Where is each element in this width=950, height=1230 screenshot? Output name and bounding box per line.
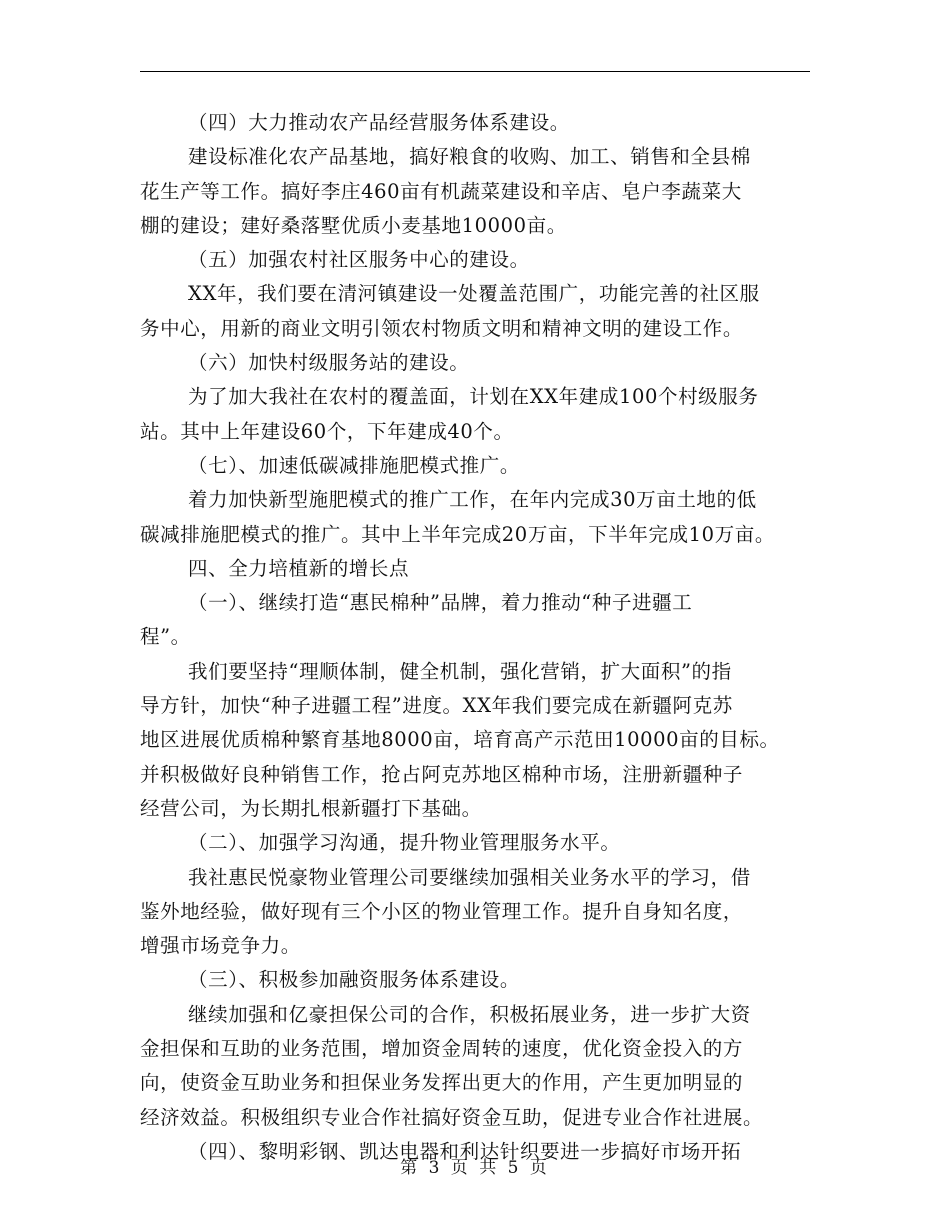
paragraph-line: 我们要坚持“理顺体制，健全机制，强化营销，扩大面积”的指: [188, 659, 732, 683]
subheading-2: （二）、加强学习沟通，提升物业管理服务水平。: [188, 831, 621, 855]
paragraph-line: 建设标准化农产品基地，搞好粮食的收购、加工、销售和全县棉: [188, 145, 751, 169]
page-footer: 第 3 页 共 5 页: [400, 1158, 550, 1178]
paragraph-line: 务中心，用新的商业文明引领农村物质文明和精神文明的建设工作。: [140, 316, 744, 340]
paragraph-line: 经营公司，为长期扎根新疆打下基础。: [140, 796, 482, 820]
paragraph-line: 我社惠民悦豪物业管理公司要继续加强相关业务水平的学习，借: [188, 865, 751, 889]
heading-5: （五）加强农村社区服务中心的建设。: [188, 248, 530, 272]
heading-6: （六）加快村级服务站的建设。: [188, 351, 470, 375]
document-body: [140, 106, 820, 1169]
paragraph-line: 导方针，加快“种子进疆工程”进度。XX年我们要完成在新疆阿克苏: [140, 694, 733, 718]
paragraph-line: 金担保和互助的业务范围，增加资金周转的速度，优化资金投入的方: [140, 1037, 744, 1061]
heading-7: （七）、加速低碳减排施肥模式推广。: [188, 453, 520, 477]
paragraph-line: 为了加大我社在农村的覆盖面，计划在XX年建成100个村级服务: [188, 385, 759, 409]
paragraph-line: 站。其中上年建设60个，下年建成40个。: [140, 419, 514, 443]
subheading-1: （一）、继续打造“惠民棉种”品牌，着力推动“种子进疆工: [188, 591, 693, 615]
paragraph-line: XX年，我们要在清河镇建设一处覆盖范围广，功能完善的社区服: [188, 282, 760, 306]
paragraph-line: 花生产等工作。搞好李庄460亩有机蔬菜建设和辛店、皂户李蔬菜大: [140, 179, 742, 203]
paragraph-line: 地区进展优质棉种繁育基地8000亩，培育高产示范田10000亩的目标。: [140, 728, 780, 752]
paragraph-line: 增强市场竞争力。: [140, 934, 301, 958]
paragraph-line: 向，使资金互助业务和担保业务发挥出更大的作用，产生更加明显的: [140, 1071, 744, 1095]
paragraph-line: 继续加强和亿豪担保公司的合作，积极拓展业务，进一步扩大资: [188, 1002, 751, 1026]
subheading-4: （四）、黎明彩钢、凯达电器和利达针织要进一步搞好市场开拓: [188, 1139, 742, 1163]
paragraph-line: 着力加快新型施肥模式的推广工作，在年内完成30万亩土地的低: [188, 488, 757, 512]
paragraph-line: 鉴外地经验，做好现有三个小区的物业管理工作。提升自身知名度，: [140, 899, 744, 923]
subheading-3: （三）、积极参加融资服务体系建设。: [188, 968, 520, 992]
paragraph-line: 棚的建设；建好桑落墅优质小麦基地10000亩。: [140, 213, 567, 237]
paragraph-line: 并积极做好良种销售工作，抢占阿克苏地区棉种市场，注册新疆种子: [140, 762, 744, 786]
header-rule: [140, 71, 810, 72]
section-heading: 四、全力培植新的增长点: [188, 556, 410, 580]
paragraph-line: 碳减排施肥模式的推广。其中上半年完成20万亩，下半年完成10万亩。: [140, 522, 775, 546]
paragraph-line: 经济效益。积极组织专业合作社搞好资金互助，促进专业合作社进展。: [140, 1105, 764, 1129]
paragraph-line: 程”。: [140, 625, 191, 649]
heading-4: （四）大力推动农产品经营服务体系建设。: [188, 111, 570, 134]
